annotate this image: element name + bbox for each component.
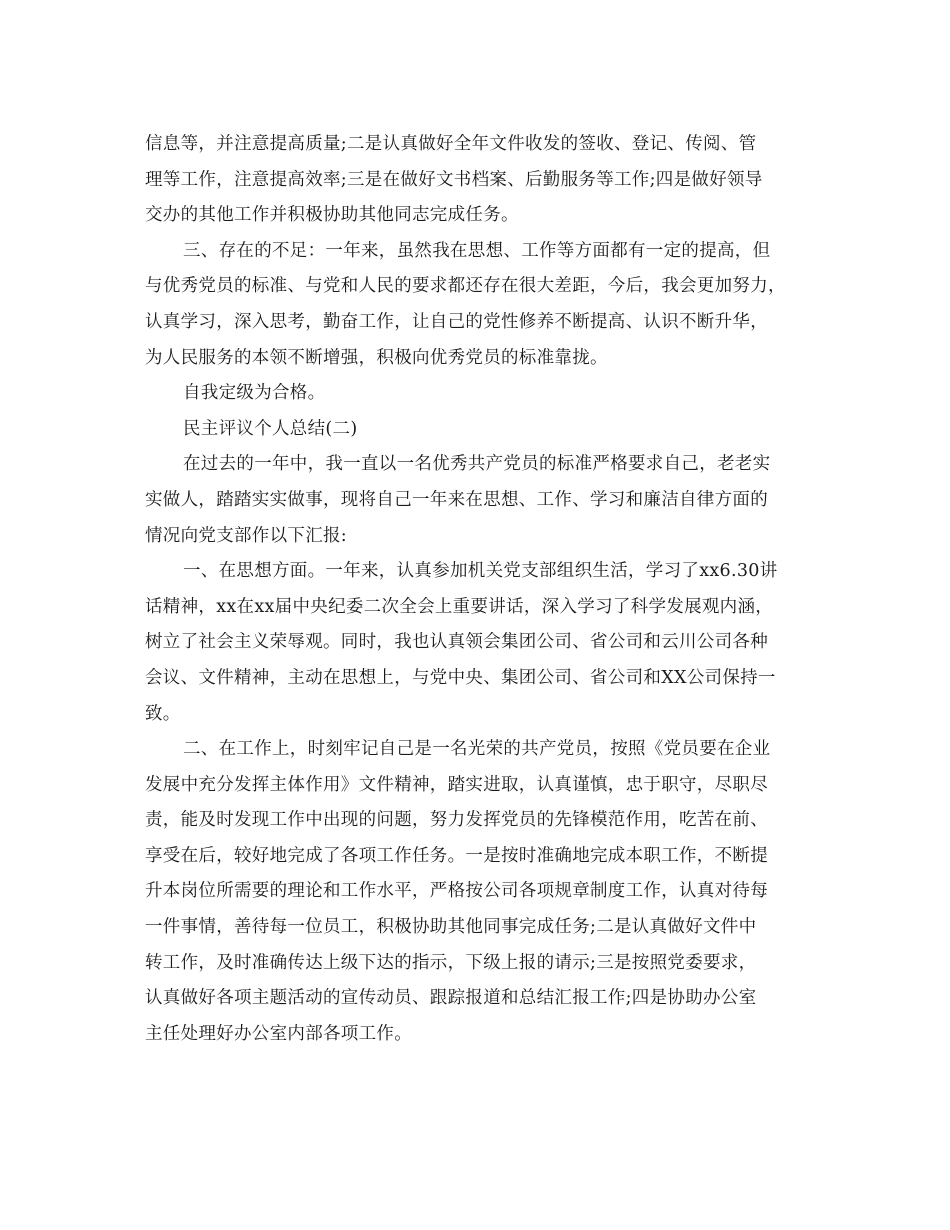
document-body [145,127,810,1052]
paragraph-line: 一件事情，善待每一位员工，积极协助其他同事完成任务;二是认真做好文件中 [145,917,757,938]
paragraph-line: 实做人，踏踏实实做事，现将自己一年来在思想、工作、学习和廉洁自律方面的 [145,489,768,510]
paragraph-first-line: 一、在思想方面。一年来，认真参加机关党支部组织生活，学习了xx6.30讲 [183,561,778,582]
paragraph-line: 主任处理好办公室内部各项工作。 [145,1023,412,1044]
paragraph-line: 享受在后，较好地完成了各项工作任务。一是按时准确地完成本职工作，不断提 [145,845,768,866]
paragraph-line: 发展中充分发挥主体作用》文件精神，踏实进取，认真谨慎，忠于职守，尽职尽 [145,774,768,795]
paragraph-line: 致。 [145,703,181,724]
paragraph-line: 交办的其他工作并积极协助其他同志完成任务。 [145,205,519,226]
paragraph-line: 信息等，并注意提高质量;二是认真做好全年文件收发的签收、登记、传阅、管 [145,134,757,154]
paragraph-line: 树立了社会主义荣辱观。同时，我也认真领会集团公司、省公司和云川公司各种 [145,632,768,653]
paragraph-first-line: 自我定级为合格。 [183,383,326,404]
paragraph-line: 情况向党支部作以下汇报: [145,525,347,546]
paragraph-line: 为人民服务的本领不断增强，积极向优秀党员的标准靠拢。 [145,347,608,368]
paragraph-first-line: 二、在工作上，时刻牢记自己是一名光荣的共产党员，按照《党员要在企业 [183,739,771,760]
paragraph-first-line: 民主评议个人总结(二) [183,418,358,439]
paragraph-line: 与优秀党员的标准、与党和人民的要求都还存在很大差距，今后，我会更加努力， [145,276,786,297]
paragraph-line: 认真做好各项主题活动的宣传动员、跟踪报道和总结汇报工作;四是协助办公室 [145,988,757,1009]
paragraph-line: 升本岗位所需要的理论和工作水平，严格按公司各项规章制度工作，认真对待每 [145,881,768,902]
paragraph-line: 责，能及时发现工作中出现的问题，努力发挥党员的先锋模范作用，吃苦在前、 [145,810,768,831]
paragraph-line: 转工作，及时准确传达上级下达的指示，下级上报的请示;三是按照党委要求， [145,952,757,973]
paragraph-line: 认真学习，深入思考，勤奋工作，让自己的党性修养不断提高、认识不断升华， [145,311,768,332]
paragraph-line: 话精神，xx在xx届中央纪委二次全会上重要讲话，深入学习了科学发展观内涵， [145,596,774,617]
paragraph-first-line: 三、存在的不足：一年来，虽然我在思想、工作等方面都有一定的提高，但 [183,240,771,261]
paragraph-line: 会议、文件精神，主动在思想上，与党中央、集团公司、省公司和XX公司保持一 [145,667,776,688]
paragraph-first-line: 在过去的一年中，我一直以一名优秀共产党员的标准严格要求自己，老老实 [183,454,771,475]
paragraph-line: 理等工作，注意提高效率;三是在做好文书档案、后勤服务等工作;四是做好领导 [145,169,763,190]
